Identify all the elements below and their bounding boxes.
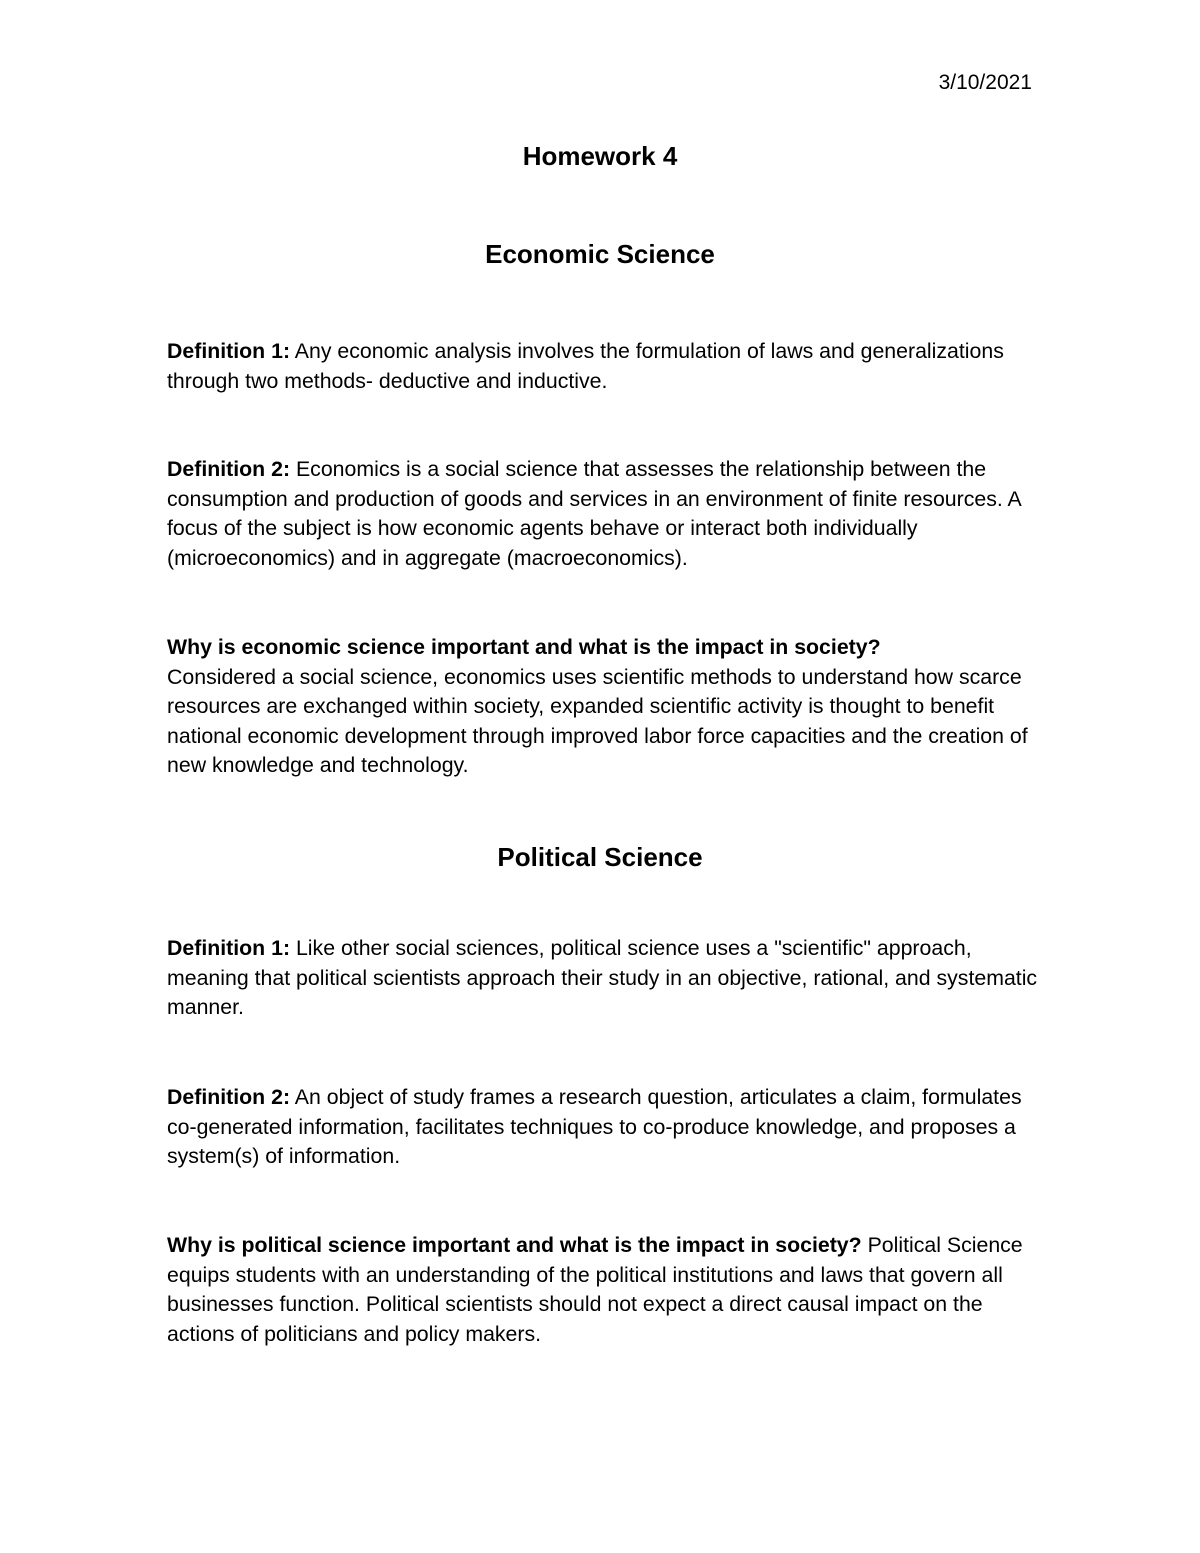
section-heading-economic-science: Economic Science	[485, 239, 715, 269]
question-label: Why is political science important and what is the impact in society?	[167, 1233, 862, 1257]
definition-text: Any economic analysis involves the formulation of laws and generalizations through two methods- deductive and inductive.	[167, 339, 1004, 393]
political-definition-2	[167, 1083, 1047, 1172]
political-importance-question	[167, 1231, 1047, 1349]
definition-text: An object of study frames a research question, articulates a claim, formulates co-generated information, facilitates techniques to co-produce knowledge, and proposes a system(s) of information.	[167, 1085, 1022, 1169]
definition-text: Like other social sciences, political science uses a "scientific" approach, meaning that political scientists approach their study in an objective, rational, and systematic manner.	[167, 936, 1038, 1020]
document-title: Homework 4	[522, 141, 678, 171]
definition-label: Definition 2:	[167, 1085, 291, 1109]
political-definition-1	[167, 934, 1047, 1023]
section-heading-political-science: Political Science	[497, 842, 703, 872]
question-answer: Political Science equips students with an understanding of the political institutions and laws that govern all businesses function. Political scientists should not expect a direct causal impact on the actions of politicians and policy makers.	[167, 1233, 1023, 1346]
definition-label: Definition 1:	[167, 339, 291, 363]
definition-label: Definition 1:	[167, 936, 291, 960]
economic-definition-1	[167, 337, 1047, 396]
question-label: Why is economic science important and what is the impact in society?	[167, 635, 881, 659]
economic-definition-2	[167, 455, 1047, 573]
question-answer: Considered a social science, economics uses scientific methods to understand how scarce resources are exchanged within society, expanded scientific activity is thought to benefit national economic development through improved labor force capacities and the creation of new knowledge and technology.	[167, 664, 1028, 778]
definition-label: Definition 2:	[167, 457, 291, 481]
definition-text: Economics is a social science that assesses the relationship between the consumption and production of goods and services in an environment of finite resources. A focus of the subject is how economic agents behave or interact both individually (microeconomics) and in aggregate (macroeconomics).	[167, 457, 1021, 570]
document-date: 3/10/2021	[938, 71, 1032, 94]
economic-importance-question	[167, 633, 1047, 781]
